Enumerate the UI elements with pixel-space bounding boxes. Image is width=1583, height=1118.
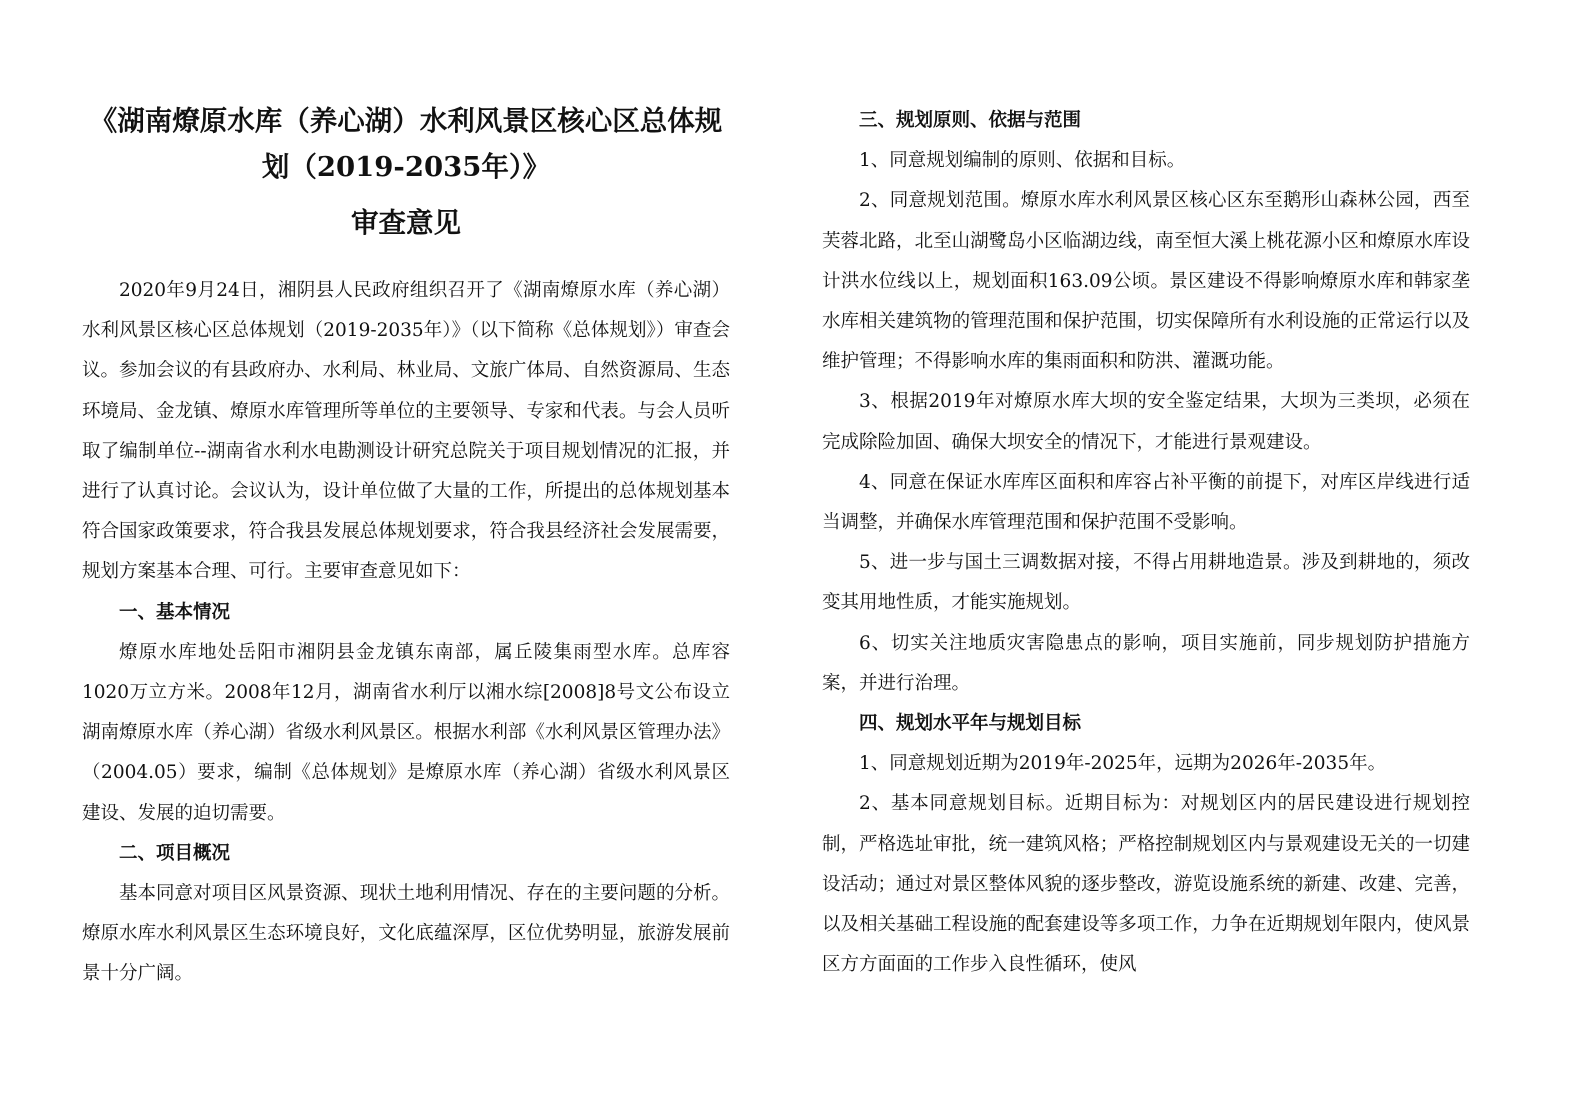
principles-item-4: 4、同意在保证水库库区面积和库容占补平衡的前提下，对库区岸线进行适当调整，并确保水库管理范围和保护范围不受影响。 [822,471,1470,534]
principles-item-3: 3、根据2019年对燎原水库大坝的安全鉴定结果，大坝为三类坝，必须在完成除险加固、确保大坝安全的情况下，才能进行景观建设。 [822,391,1470,453]
intro-paragraph: 2020年9月24日，湘阴县人民政府组织召开了《湖南燎原水库（养心湖）水利风景区核心区总体规划（2019-2035年）》（以下简称《总体规划》）审查会议。参加会议的有县政府办、水利局、林业局、文旅广体局、自然资源局、生态环境局、金龙镇、燎原水库管理所等单位的主要领导、专家和代表。与会人员听取了编制单位--湖南省水利水电勘测设计研究总院关于项目规划情况的汇报，并进行了认真讨论。会议认为，设计单位做了大量的工作，所提出的总体规划基本符合国家政策要求，符合我县发展总体规划要求，符合我县经济社会发展需要，规划方案基本合理、可行。主要审查意见如下： [82,280,730,583]
principles-item-2: 2、同意规划范围。燎原水库水利风景区核心区东至鹅形山森林公园，西至芙蓉北路，北至山湖鹭岛小区临湖边线，南至恒大溪上桃花源小区和燎原水库设计洪水位线以上，规划面积163.09公顷。景区建设不得影响燎原水库和韩家垄水库相关建筑物的管理范围和保护范围，切实保障所有水利设施的正常运行以及维护管理；不得影响水库的集雨面积和防洪、灌溉功能。 [822,190,1470,373]
principles-item-6: 6、切实关注地质灾害隐患点的影响，项目实施前，同步规划防护措施方案，并进行治理。 [822,632,1470,694]
left-column [82,271,730,995]
section-heading-principles: 三、规划原则、依据与范围 [859,110,1082,131]
right-column [822,101,1470,985]
project-overview-paragraph: 基本同意对项目区风景资源、现状土地利用情况、存在的主要问题的分析。燎原水库水利风景区生态环境良好，文化底蕴深厚，区位优势明显，旅游发展前景十分广阔。 [82,883,730,985]
document-subtitle: 审查意见 [351,207,461,239]
section-heading-project-overview: 二、项目概况 [119,842,231,864]
section-heading-basic-info: 一、基本情况 [119,601,231,623]
principles-item-5: 5、进一步与国土三调数据对接，不得占用耕地造景。涉及到耕地的，须改变其用地性质，才能实施规划。 [822,552,1470,614]
document-title: 《湖南燎原水库（养心湖）水利风景区核心区总体规划（2019-2035年）》 [89,105,723,183]
basic-info-paragraph: 燎原水库地处岳阳市湘阴县金龙镇东南部，属丘陵集雨型水库。总库容1020万立方米。2008年12月，湖南省水利厅以湘水综[2008]8号文公布设立湖南燎原水库（养心湖）省级水利风景区。根据水利部《水利风景区管理办法》（2004.05）要求，编制《总体规划》是燎原水库（养心湖）省级水利风景区建设、发展的迫切需要。 [82,641,730,824]
targets-item-1: 1、同意规划近期为2019年-2025年，远期为2026年-2035年。 [859,753,1387,775]
principles-item-1: 1、同意规划编制的原则、依据和目标。 [859,150,1186,172]
targets-item-2: 2、基本同意规划目标。近期目标为：对规划区内的居民建设进行规划控制，严格选址审批，统一建筑风格；严格控制规划区内与景观建设无关的一切建设活动；通过对景区整体风貌的逐步整改，游览设施系统的新建、改建、完善，以及相关基础工程设施的配套建设等多项工作，力争在近期规划年限内，使风景区方方面面的工作步入良性循环，使风 [822,793,1470,976]
section-heading-targets: 四、规划水平年与规划目标 [859,713,1082,735]
